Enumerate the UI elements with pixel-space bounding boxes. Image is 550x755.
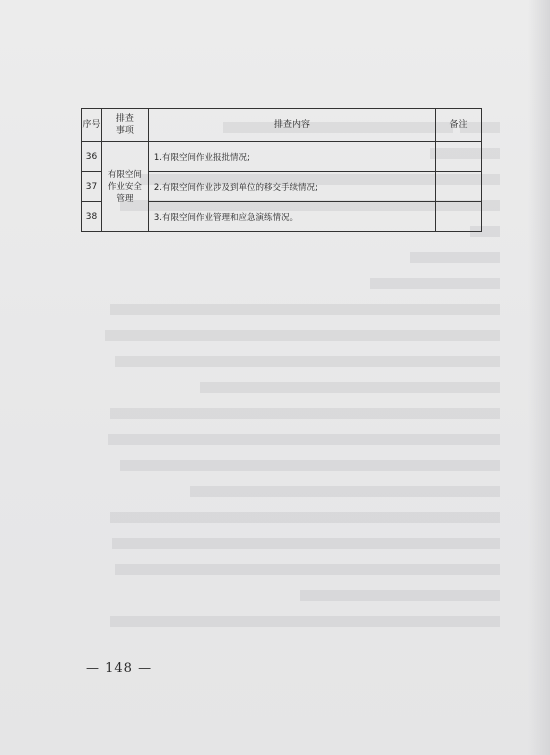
row-num: 36 — [82, 142, 102, 172]
header-remark: 备注 — [436, 109, 482, 142]
page-edge-shadow — [528, 0, 550, 755]
table-row — [82, 142, 482, 172]
inspection-table — [81, 108, 482, 232]
row-remark — [436, 202, 482, 232]
table-header-row — [82, 109, 482, 142]
header-category: 排查 事项 — [101, 109, 148, 142]
header-content: 排查内容 — [148, 109, 435, 142]
category-cell: 有限空间 作业安全 管理 — [101, 142, 148, 232]
header-num: 序号 — [82, 109, 102, 142]
row-remark — [436, 142, 482, 172]
row-content: 1.有限空间作业报批情况; — [148, 142, 435, 172]
row-content: 3.有限空间作业管理和应急演练情况。 — [148, 202, 435, 232]
row-content: 2.有限空间作业涉及到单位的移交手续情况; — [148, 172, 435, 202]
page-number: — 148 — — [86, 661, 153, 676]
row-num: 38 — [82, 202, 102, 232]
row-remark — [436, 172, 482, 202]
row-num: 37 — [82, 172, 102, 202]
